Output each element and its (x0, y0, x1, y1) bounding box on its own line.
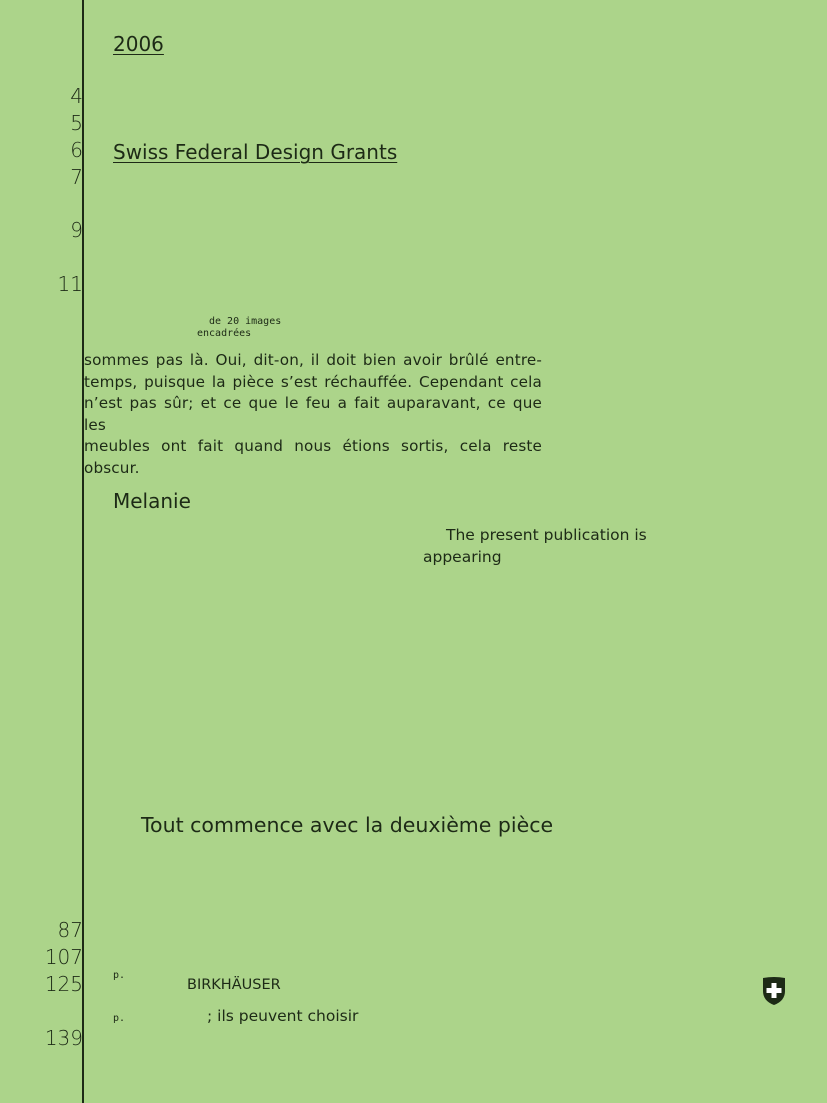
margin-number: 6 (70, 138, 83, 162)
paragraph-line: n’est pas sûr; et ce que le feu a fait auparavant, ce que les (84, 394, 542, 434)
page-label: p. (113, 970, 126, 981)
margin-number: 7 (70, 165, 83, 189)
images-label-line: encadrées (197, 328, 252, 339)
page-label: p. (113, 1013, 126, 1024)
year-heading: 2006 (113, 32, 164, 56)
publication-note (423, 524, 647, 568)
margin-number: 5 (70, 111, 83, 135)
publication-note-line: The present publication is (446, 526, 647, 544)
paragraph-line: meubles ont fait quand nous étions sortis, cela reste obscur. (84, 437, 542, 477)
margin-number: 87 (57, 918, 83, 942)
publisher-name: BIRKHÄUSER (187, 977, 281, 993)
margin-number: 11 (57, 272, 83, 296)
headline: Tout commence avec la deuxième pièce (141, 813, 554, 837)
images-label-line: de 20 images (209, 316, 282, 327)
margin-number: 125 (44, 972, 83, 996)
images-label (197, 316, 281, 340)
paragraph-line: temps, puisque la pièce s’est réchauffée. Cependant cela (84, 372, 542, 391)
margin-number: 4 (70, 84, 83, 108)
paragraph-line: sommes pas là. Oui, dit-on, il doit bien avoir brûlé entre- (84, 351, 542, 369)
page-title: Swiss Federal Design Grants (113, 140, 398, 164)
body-paragraph (84, 350, 542, 479)
margin-number: 139 (44, 1026, 83, 1050)
choice-text: ; ils peuvent choisir (207, 1007, 359, 1025)
author-name: Melanie (113, 489, 191, 513)
margin-number: 107 (44, 945, 83, 969)
publication-note-line: appearing (423, 548, 502, 566)
margin-number: 9 (70, 218, 83, 242)
swiss-shield-icon (761, 976, 787, 1006)
